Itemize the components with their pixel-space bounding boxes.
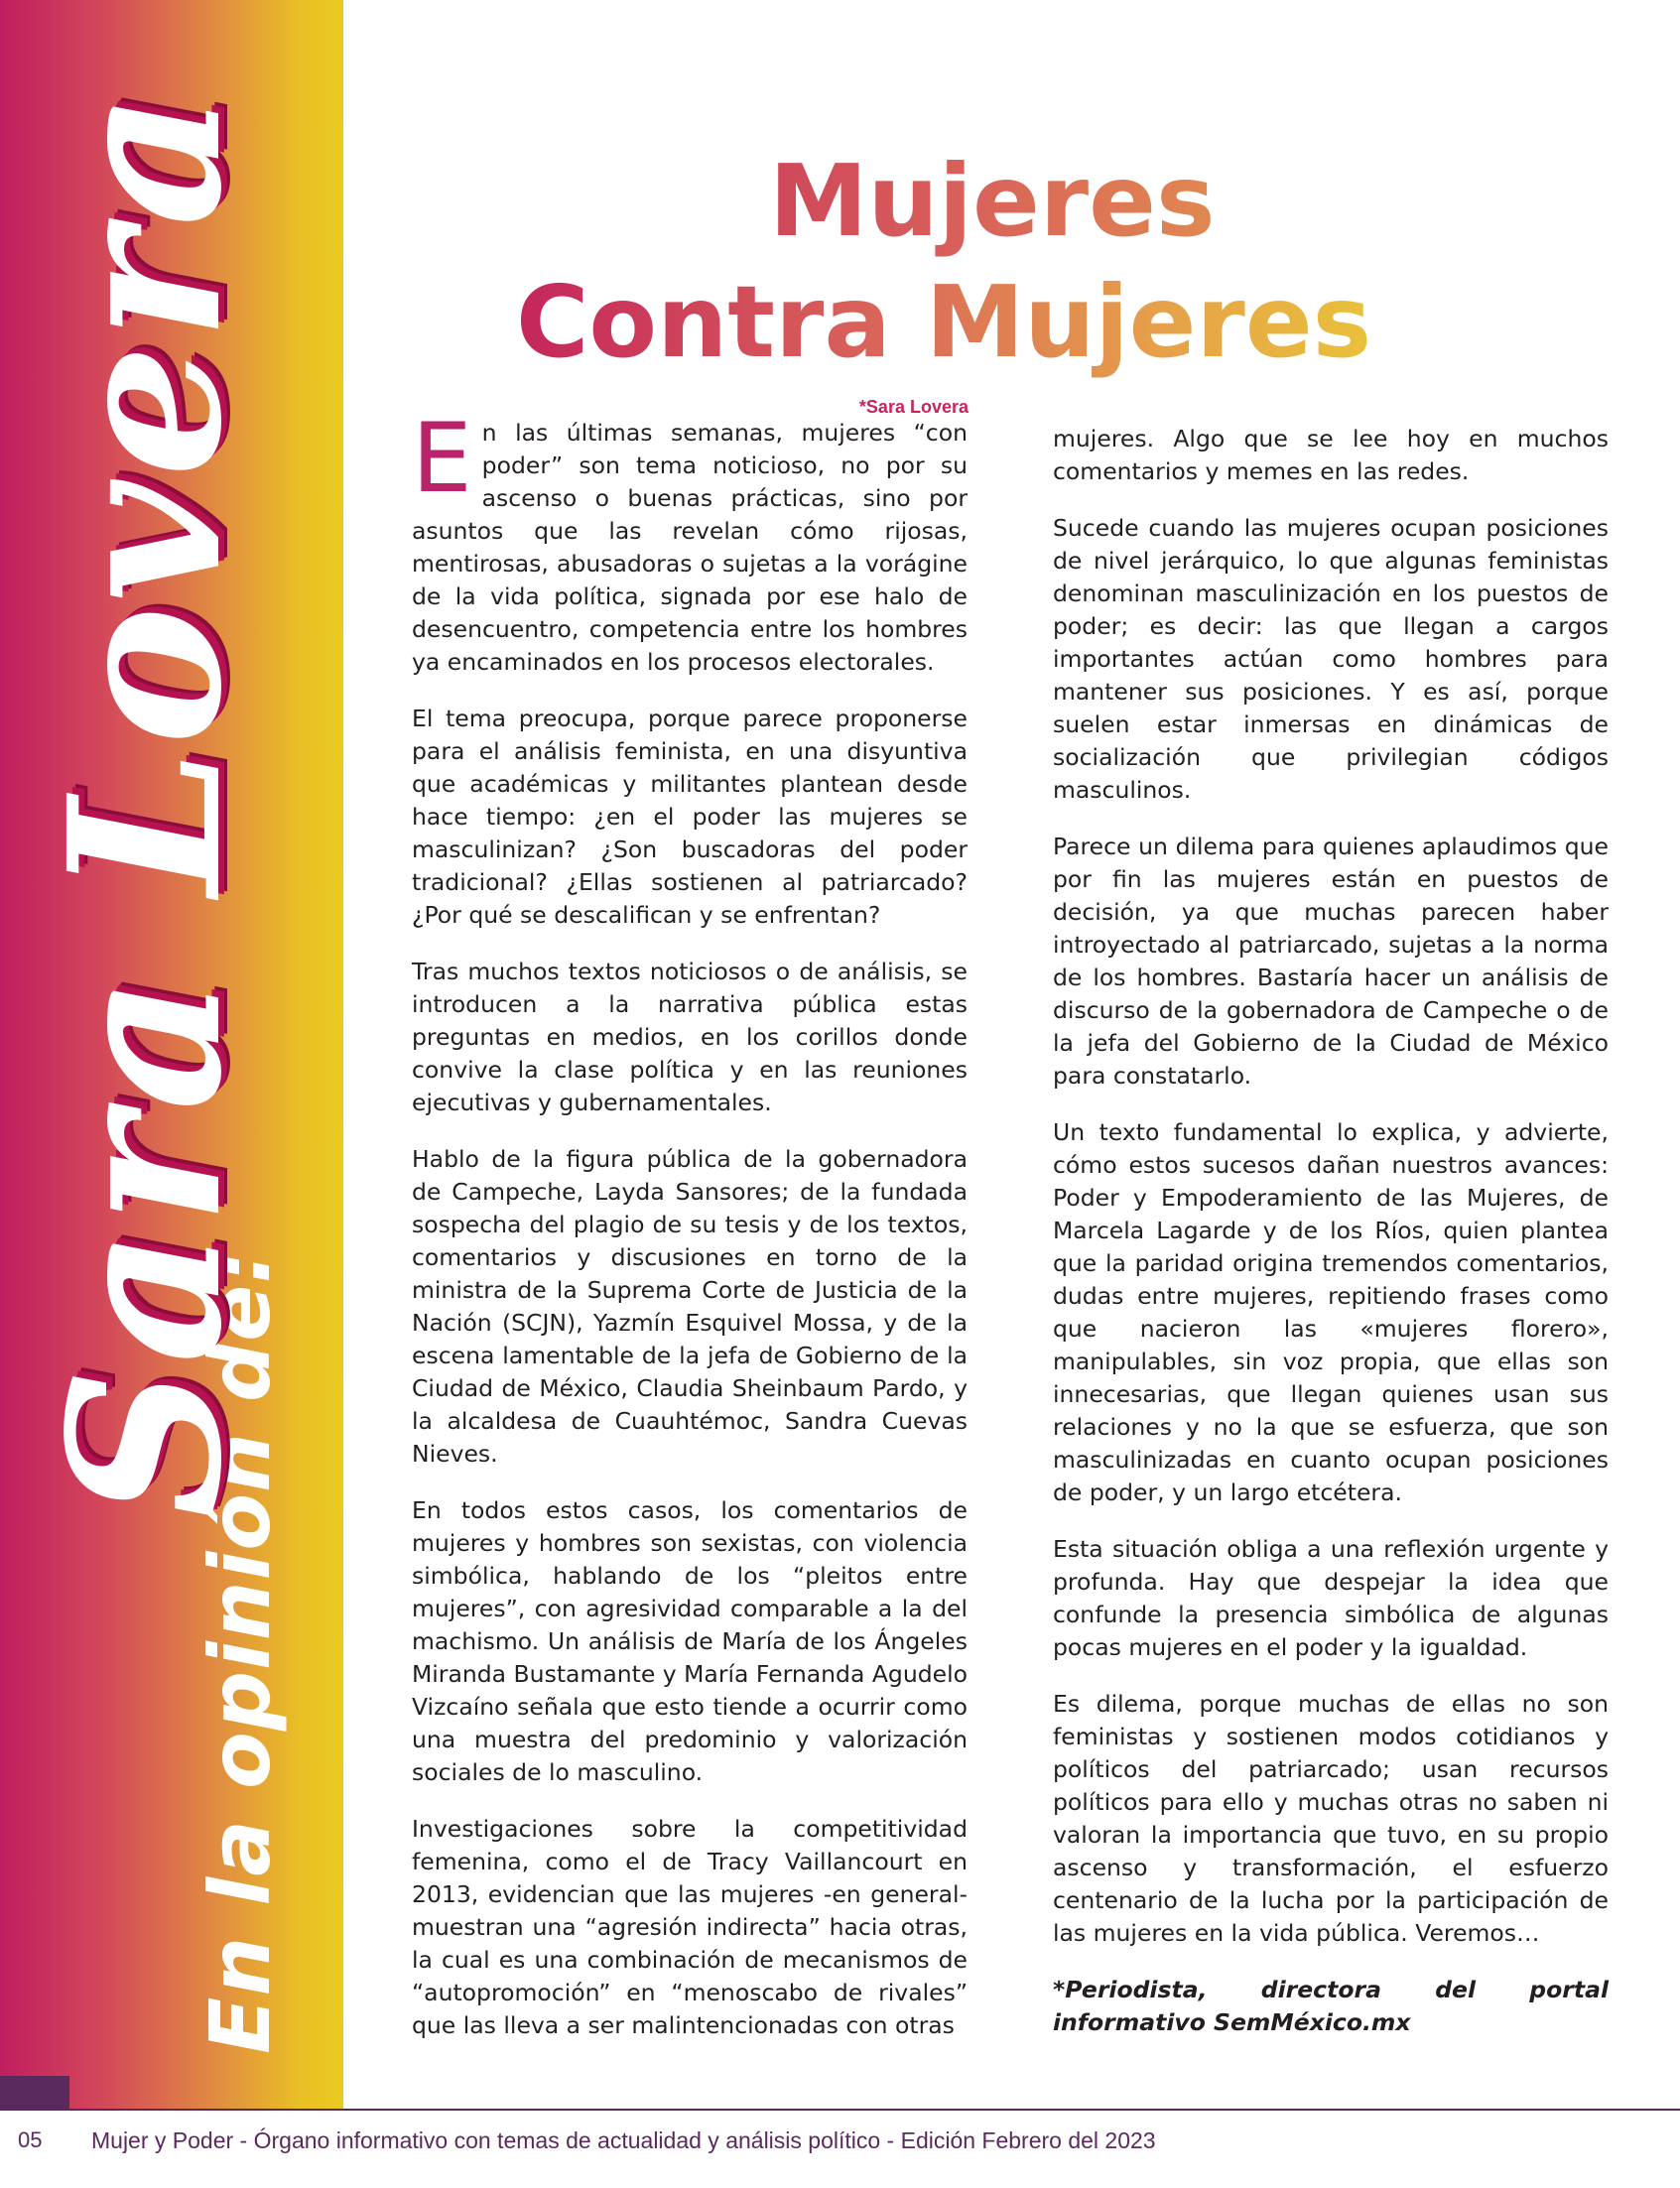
paragraph: El tema preocupa, porque parece proponerse para el análisis feminista, en una disyuntiva que académicas y militantes plantean desde hace tiempo: ¿en el poder las mujeres se masculinizan? ¿Son buscadoras del poder tradicional? ¿Ellas sostienen al patriarcado? ¿Por qué se descalifican y se enfrentan? [412,705,968,929]
paragraph: Hablo de la figura pública de la gobernadora de Campeche, Layda Sansores; de la fundada sospecha del plagio de su tesis y de los textos, comentarios y discusiones en torno de la ministra de la Suprema Corte de Justicia de la Nación (SCJN), Yazmín Esquivel Mossa, y de la escena lamentable de la jefa de Gobierno de la Ciudad de México, Claudia Sheinbaum Pardo, y la alcaldesa de Cuauhtémoc, Sandra Cuevas Nieves. [412,1145,968,1468]
title-line-2: Contra Mujeres [516,264,1372,380]
author-script-name: Sara Lovera [23,87,268,1518]
paragraph: Tras muchos textos noticiosos o de análisis, se introducen a la narrativa pública estas preguntas en medios, en los corillos donde convive la clase política y en las reuniones ejecutivas y gubernamentales. [412,958,968,1116]
paragraph: Sucede cuando las mujeres ocupan posiciones de nivel jerárquico, lo que algunas feministas denominan masculinización en los puestos de poder; es decir: las que llegan a cargos importantes actúan como hombres para mantener sus posiciones. Y es así, porque suelen estar inmersas en dinámicas de socialización que privilegian códigos masculinos. [1053,514,1609,804]
byline: *Sara Lovera [858,397,969,417]
article-title [516,141,1647,383]
paragraph: mujeres. Algo que se lee hoy en muchos comentarios y memes en las redes. [1053,425,1609,485]
article-column-right [1053,423,1609,2063]
title-line-1: Mujeres [516,141,1647,262]
page-footer [0,2114,1680,2173]
first-paragraph-text: n las últimas semanas, mujeres “con poder” son tema noticioso, no por su ascenso o buenas prácticas, sino por asuntos que las revelan cómo rijosas, mentirosas, abusadoras o sujetas a la vorágine de la vida política, signada por ese halo de desencuentro, competencia entre los hombres ya encaminados en los procesos electorales. [412,419,968,676]
vertical-header [13,30,330,2074]
publication-line: Mujer y Poder - Órgano informativo con temas de actualidad y análisis político - Edición Febrero del 2023 [91,2127,1156,2153]
paragraph: Es dilema, porque muchas de ellas no son feministas y sostienen modos cotidianos y políticos del patriarcado; usan recursos políticos para ello y muchas otras no saben ni valoran la importancia que tuvo, en su propio ascenso y transformación, el esfuerzo centenario de la lucha por la participación de las mujeres en la vida pública. Veremos… [1053,1690,1609,1947]
paragraph: Esta situación obliga a una reflexión urgente y profunda. Hay que despejar la idea que confunde la presencia simbólica de algunas pocas mujeres en el poder y la igualdad. [1053,1535,1609,1661]
author-signature: *Periodista, directora del portal informativo SemMéxico.mx [1053,1976,1609,2036]
paragraph: Investigaciones sobre la competitividad femenina, como el de Tracy Vaillancourt en 2013, evidencian que las mujeres -en general- muestran una “agresión indirecta” hacia otras, la cual es una combinación de mecanismos de “autopromoción” en “menoscabo de rivales” que las lleva a ser malintencionadas con otras [412,1815,968,2039]
paragraph: Un texto fundamental lo explica, y advierte, cómo estos sucesos dañan nuestros avances: Poder y Empoderamiento de las Mujeres, de Marcela Lagarde y de los Ríos, quien plantea que la paridad origina tremendos comentarios, dudas entre mujeres, repitiendo frases como que nacieron las «mujeres florero», manipulables, sin voz propia, que ellas son innecesarias, que llegan quienes usan sus relaciones y no la que se esfuerza, que son masculinizadas en cuanto ocupan posiciones de poder, y un largo etcétera. [1053,1118,1609,1506]
opinion-sidebar [0,0,343,2109]
paragraph: En todos estos casos, los comentarios de mujeres y hombres son sexistas, con violencia simbólica, hablando de los “pleitos entre mujeres”, con agresividad comparable a la del machismo. Un análisis de María de los Ángeles Miranda Bustamante y María Fernanda Agudelo Vizcaíno señala que esto tiende a ocurrir como una muestra del predominio y valorización sociales de lo masculino. [412,1496,968,1786]
page-number: 05 [18,2127,43,2152]
drop-cap: E [412,403,472,514]
footer-divider [0,2109,1680,2111]
page-number-tab [0,2076,69,2109]
opinion-label: En la opinión de: [192,1249,289,2054]
paragraph: Parece un dilema para quienes aplaudimos que por fin las mujeres están en puestos de decisión, ya que muchas parecen haber introyectado al patriarcado, sujetas a la norma de los hombres. Bastaría hacer un análisis de discurso de la gobernadora de Campeche o de la jefa del Gobierno de la Ciudad de México para constatarlo. [1053,833,1609,1090]
